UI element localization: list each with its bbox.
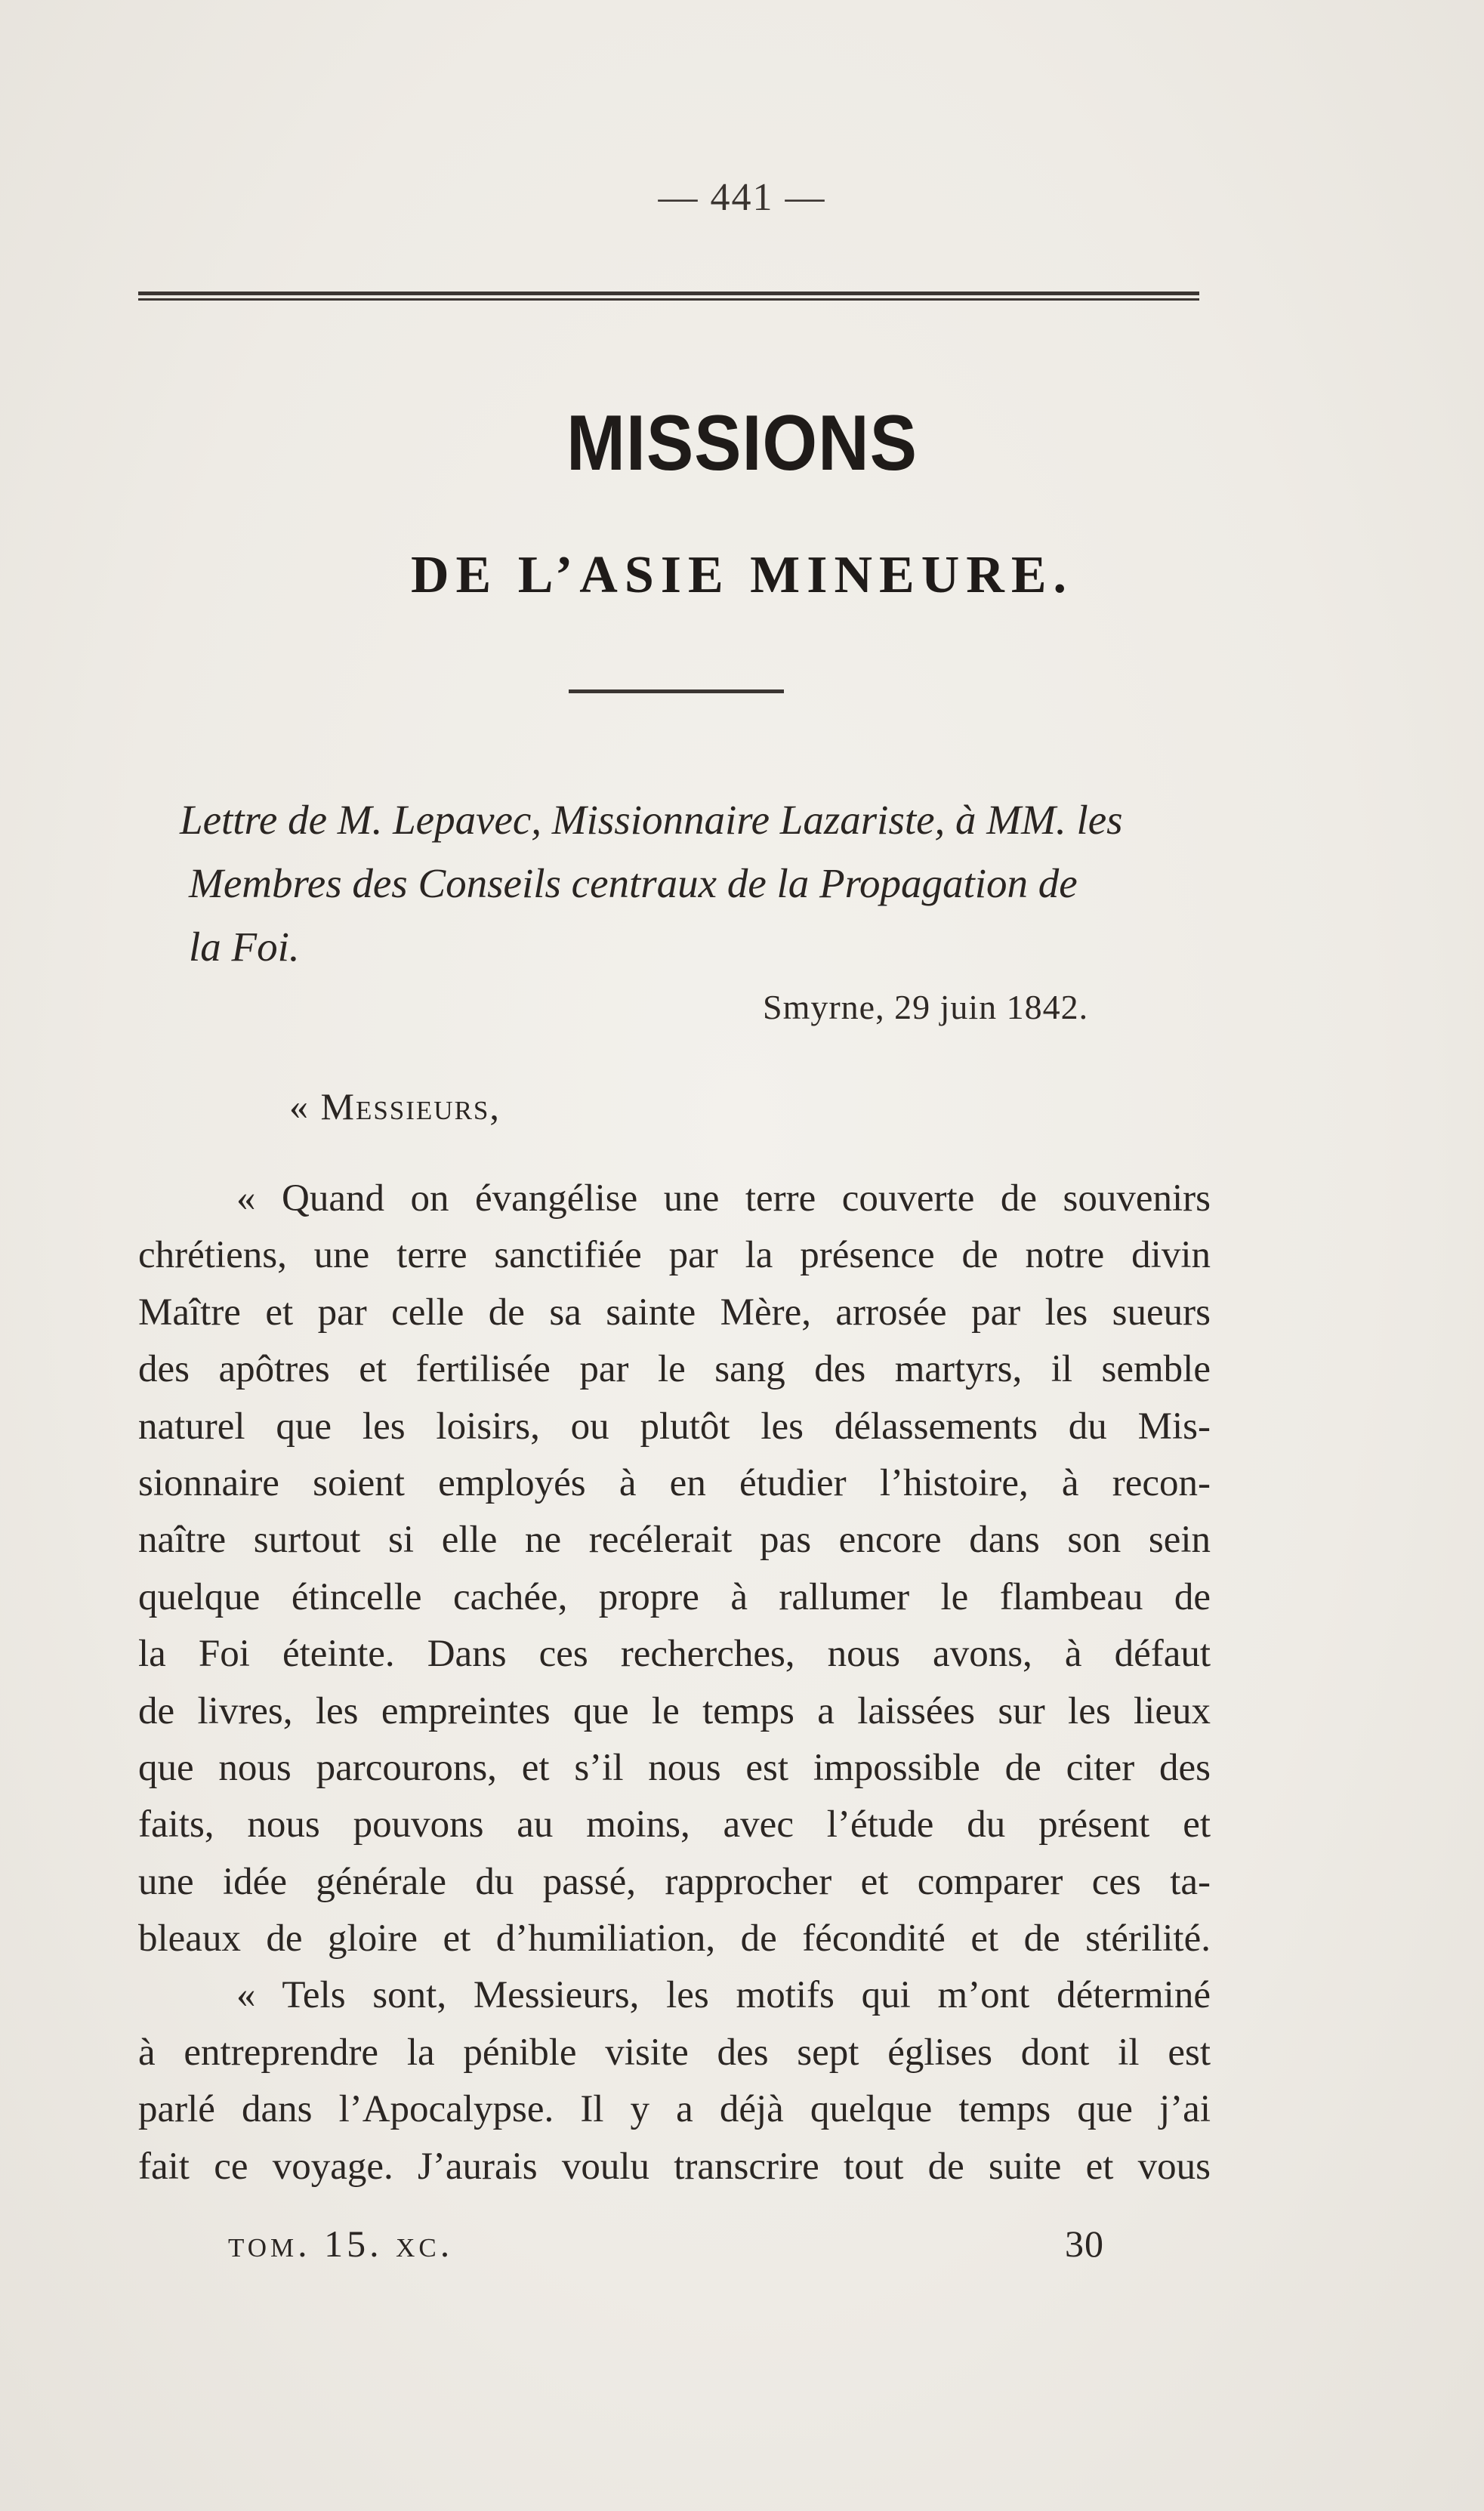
body-line: sionnaire soient employés à en étudier l’histoire, à recon- [138, 1461, 1211, 1504]
letter-heading [180, 788, 1207, 979]
letter-heading-line: Membres des Conseils centraux de la Propagation de [189, 860, 1078, 906]
chapter-subtitle: DE L’ASIE MINEURE. [410, 546, 1074, 604]
gathering-number: 30 [1065, 2223, 1104, 2265]
body-line: Maître et par celle de sa sainte Mère, arrosée par les sueurs [138, 1291, 1211, 1334]
signature-mark: tom. 15. xc. [228, 2223, 454, 2265]
letter-heading-line: la Foi. [189, 924, 300, 970]
header-double-rule [138, 292, 1199, 302]
header-rule-thick [138, 292, 1199, 295]
body-line: fait ce voyage. J’aurais voulu transcrire tout de suite et vous [138, 2145, 1211, 2188]
body-line: bleaux de gloire et d’humiliation, de fécondité et de stérilité. [138, 1917, 1211, 1960]
body-line: de livres, les empreintes que le temps a laissées sur les lieux [138, 1689, 1211, 1732]
section-divider [569, 689, 784, 693]
body-line: « Tels sont, Messieurs, les motifs qui m’ont déterminé [236, 1974, 1211, 2017]
body-line: faits, nous pouvons au moins, avec l’étude du présent et [138, 1803, 1211, 1846]
page-footer [228, 2222, 1104, 2275]
body-line: une idée générale du passé, rapprocher et comparer ces ta- [138, 1860, 1211, 1903]
letter-heading-line: Lettre de M. Lepavec, Missionnaire Lazariste, à MM. les [180, 797, 1123, 843]
dateline: Smyrne, 29 juin 1842. [763, 988, 1089, 1026]
header-rule-thin [138, 298, 1199, 301]
body-line: parlé dans l’Apocalypse. Il y a déjà quelque temps que j’ai [138, 2088, 1211, 2131]
salutation: « Messieurs, [289, 1085, 501, 1127]
body-line: naturel que les loisirs, ou plutôt les délassements du Mis- [138, 1405, 1211, 1448]
body-line: naître surtout si elle ne recélerait pas encore dans son sein [138, 1519, 1211, 1562]
body-line: la Foi éteinte. Dans ces recherches, nous avons, à défaut [138, 1633, 1211, 1676]
body-line: à entreprendre la pénible visite des sept églises dont il est [138, 2031, 1211, 2074]
body-line: que nous parcourons, et s’il nous est impossible de citer des [138, 1746, 1211, 1789]
body-line: « Quand on évangélise une terre couverte de souvenirs [236, 1177, 1211, 1220]
chapter-title: MISSIONS [566, 399, 918, 487]
body-line: chrétiens, une terre sanctifiée par la présence de notre divin [138, 1234, 1211, 1277]
page-number: — 441 — [658, 176, 826, 219]
body-line: quelque étincelle cachée, propre à rallumer le flambeau de [138, 1575, 1211, 1618]
body-line: des apôtres et fertilisée par le sang des martyrs, il semble [138, 1348, 1211, 1391]
body-text [138, 1171, 1211, 2195]
